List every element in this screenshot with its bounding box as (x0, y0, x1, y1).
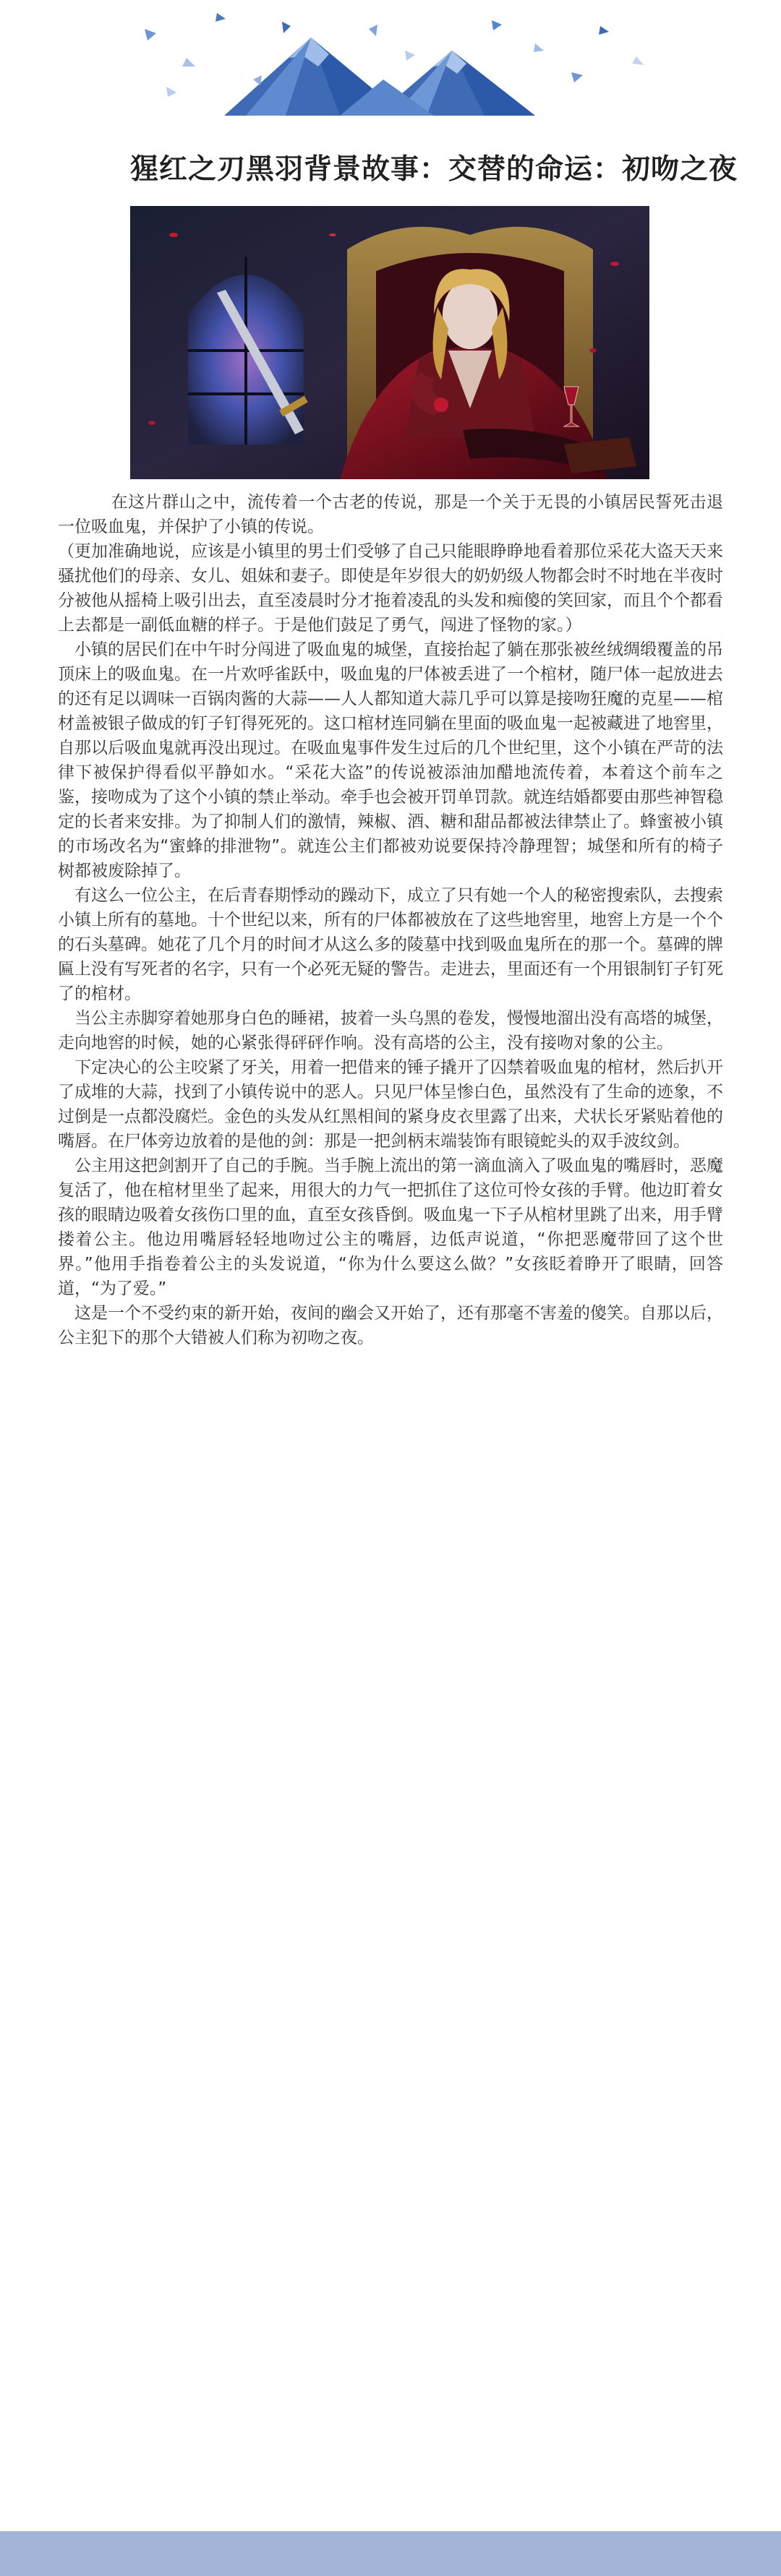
story-paragraph: 有这么一位公主，在后青春期悸动的躁动下，成立了只有她一个人的秘密搜索队，去搜索小镇上所有的墓地。十个世纪以来，所有的尸体都被放在了这些地窖里，地窖上方是一个个的石头墓碑。她花了几个月的时间才从这么多的陵墓中找到吸血鬼所在的那一个。墓碑的牌匾上没有写死者的名字，只有一个必死无疑的警告。走进去，里面还有一个用银制钉子钉死了的棺材。 (58, 886, 723, 1003)
confetti-triangle (182, 58, 195, 66)
story-paragraph: 当公主赤脚穿着她那身白色的睡裙，披着一头乌黑的卷发，慢慢地溜出没有高塔的城堡，走向地窖的时候，她的心紧张得砰砰作响。没有高塔的公主，没有接吻对象的公主。 (58, 1009, 723, 1052)
story-paragraph: 下定决心的公主咬紧了牙关，用着一把借来的锤子撬开了囚禁着吸血鬼的棺材，然后扒开了成堆的大蒜，找到了小镇传说中的恶人。只见尸体呈惨白色，虽然没有了生命的迹象，不过倒是一点都没腐烂。金色的头发从红黑相间的紧身皮衣里露了出来，犬状长牙紧贴着他的嘴唇。在尸体旁边放着的是他的剑：那是一把剑柄末端装饰有眼镜蛇头的双手波纹剑。 (58, 1058, 723, 1151)
confetti-triangle (145, 29, 156, 40)
confetti-triangle (534, 43, 544, 52)
story-paragraph: （更加准确地说，应该是小镇里的男士们受够了自己只能眼睁睁地看着那位采花大盗天天来骚扰他们的母亲、女儿、姐妹和妻子。即使是年岁很大的奶奶级人物都会时不时地在半夜时分被他从摇椅上吸引出去，直至凌晨时分才拖着凌乱的头发和痴傻的笑回家，而且个个都看上去都是一副低血糖的样子。于是他们鼓足了勇气，闯进了怪物的家。） (58, 542, 723, 635)
confetti-triangle (166, 87, 176, 97)
rose-petal (169, 233, 178, 237)
story-article (58, 490, 723, 1350)
rose-petal (589, 348, 597, 353)
rose-petal (610, 262, 619, 266)
mountain-banner (0, 0, 781, 123)
confetti-triangle (405, 51, 415, 61)
story-paragraph: 这是一个不受约束的新开始，夜间的幽会又开始了，还有那毫不害羞的傻笑。自那以后，公主犯下的那个大错被人们称为初吻之夜。 (58, 1304, 723, 1347)
confetti-triangle (492, 20, 502, 30)
rose-petal (329, 233, 336, 236)
footer-bar (0, 2531, 781, 2576)
story-paragraph: 在这片群山之中，流传着一个古老的传说，那是一个关于无畏的小镇居民誓死击退一位吸血鬼，并保护了小镇的传说。 (58, 493, 723, 536)
confetti-triangle (253, 75, 262, 85)
vampire-face (443, 280, 498, 349)
hero-illustration (130, 206, 649, 479)
confetti-triangle (571, 72, 583, 82)
confetti-triangle (369, 25, 377, 36)
confetti-triangle (215, 13, 226, 22)
rose-icon (434, 398, 448, 412)
confetti-triangle (599, 26, 609, 35)
rose-petal (148, 421, 155, 425)
page-title: 猩红之刃黑羽背景故事：交替的命运：初吻之夜 (129, 153, 738, 186)
confetti-triangle (282, 22, 291, 33)
story-paragraph: 公主用这把剑割开了自己的手腕。当手腕上流出的第一滴血滴入了吸血鬼的嘴唇时，恶魔复活了，他在棺材里坐了起来，用很大的力气一把抓住了这位可怜女孩的手臂。他边盯着女孩的眼睛边吸着女孩伤口里的血，直至女孩昏倒。吸血鬼一下子从棺材里跳了出来，用手臂搂着公主。他边用嘴唇轻轻地吻过公主的嘴唇，边低声说道，“你把恶魔带回了这个世界。”他用手指卷着公主的头发说道，“你为什么要这么做？”女孩眨着睁开了眼睛，回答道，“为了爱。” (58, 1156, 723, 1298)
story-paragraph: 小镇的居民们在中午时分闯进了吸血鬼的城堡，直接抬起了躺在那张被丝绒绸缎覆盖的吊顶床上的吸血鬼。在一片欢呼雀跃中，吸血鬼的尸体被丢进了一个棺材，随尸体一起放进去的还有足以调味一百锅肉酱的大蒜——人人都知道大蒜几乎可以算是接吻狂魔的克星——棺材盖被银子做成的钉子钉得死死的。这口棺材连同躺在里面的吸血鬼一起被藏进了地窖里，自那以后吸血鬼就再没出现过。在吸血鬼事件发生过后的几个世纪里，这个小镇在严苛的法律下被保护得看似平静如水。“采花大盗”的传说被添油加醋地流传着，本着这个前车之鉴，接吻成为了这个小镇的禁止举动。牵手也会被开罚单罚款。就连结婚都要由那些神智稳定的长者来安排。为了抑制人们的激情，辣椒、酒、糖和甜品都被法律禁止了。蜂蜜被小镇的市场改名为“蜜蜂的排泄物”。就连公主们都被劝说要保持冷静理智；城堡和所有的椅子树都被废除掉了。 (58, 640, 723, 880)
confetti-triangle (632, 56, 644, 65)
